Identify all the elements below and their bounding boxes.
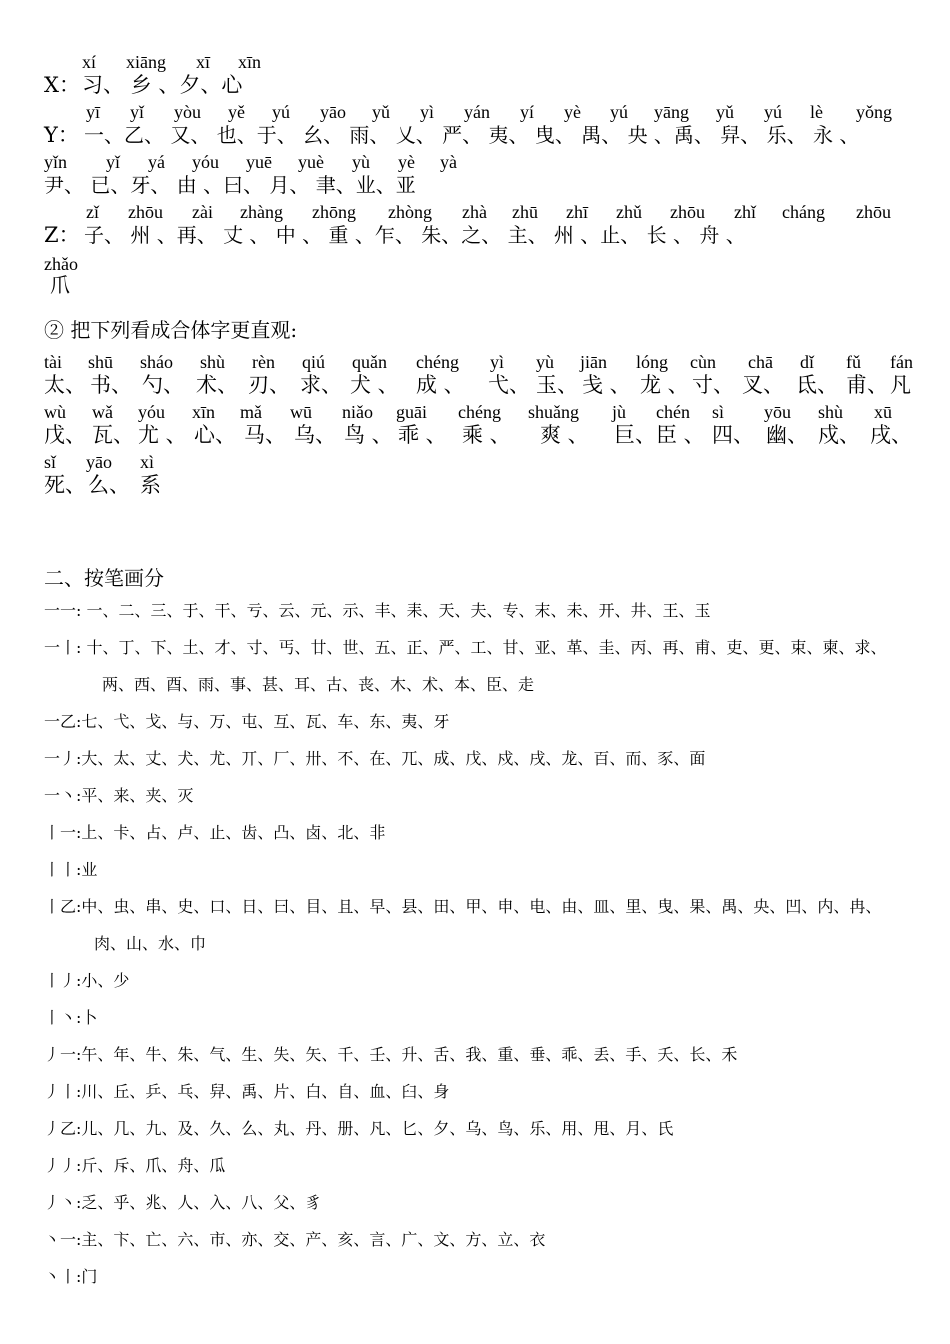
hanzi: 臣 、 [656,423,705,447]
pinyin: yì [490,352,505,372]
pinyin: yà [440,152,457,172]
pinyin: xīn [238,52,262,72]
pinyin: chéng [458,402,501,422]
stroke-label: 丿丨: [44,1082,82,1101]
pinyin: yōu [764,402,791,422]
stroke-label: 一丿: [44,749,82,768]
pinyin: zài [192,202,213,222]
pinyin: sì [712,402,725,422]
pinyin: shū [88,352,114,372]
stroke-chars: 川、丘、乒、乓、舁、禹、片、白、自、血、臼、身 [81,1082,450,1101]
hanzi: 巨、 [614,423,656,447]
pinyin: fǔ [846,352,861,372]
section3-heading: 二、按笔画分 [44,566,164,590]
hanzi: 幽、 [766,423,808,447]
stroke-row [44,897,881,917]
pinyin: lóng [636,352,669,372]
pinyin: chéng [416,352,459,372]
x-hanzi: 习、 乡 、夕、心 [82,73,243,97]
stroke-row [44,712,449,732]
hanzi: 弋、 [488,373,530,397]
hanzi: 戊、 [44,423,86,447]
pinyin: yá [148,152,165,172]
stroke-row [44,1193,321,1213]
pinyin: chā [748,352,773,372]
stroke-row [44,971,129,991]
stroke-chars: 乏、乎、兆、人、入、八、父、豸 [81,1193,322,1212]
pinyin: yù [536,352,554,372]
stroke-label: 丨丿: [44,971,82,990]
stroke-chars: 十、丁、下、土、才、寸、丐、廿、世、五、正、严、工、甘、亚、革、圭、丙、再、甫、吏、更、束、柬、求、 [81,638,887,657]
pinyin: yóu [138,402,165,422]
hanzi: 寸、 [692,373,734,397]
stroke-row [44,638,887,658]
hanzi: 犬 、 [350,373,399,397]
pinyin: yě [228,102,245,122]
y-hanzi-1: 一、乙、 又、 也、于、 幺、 雨、 乂、 严、 夷、 曳、 禺、 央 、禹、 舁、 乐、 永 、 [84,123,860,147]
pinyin: zǐ [86,202,99,222]
pinyin: xì [140,452,155,472]
stroke-chars: 门 [81,1267,98,1286]
hanzi: 叉、 [742,373,784,397]
hanzi: 乖 、 [398,423,447,447]
pinyin: zhà [462,202,487,222]
pinyin: yú [764,102,782,122]
pinyin: xī [196,52,211,72]
z-hanzi-1: 子、 州 、再、 丈 、 中 、 重 、乍、 朱、之、 主、 州 、止、 长 、 舟 、 [84,223,746,247]
pinyin: cùn [690,352,716,372]
pinyin: yù [352,152,370,172]
pinyin: zhī [566,202,588,222]
stroke-label: 丿乙: [44,1119,82,1138]
stroke-row [44,749,705,769]
stroke-row [44,1008,97,1028]
pinyin: xīn [192,402,216,422]
hanzi: 戋 、 [582,373,631,397]
pinyin: chén [656,402,690,422]
stroke-chars: 主、卞、亡、六、市、亦、交、产、亥、言、广、文、方、立、衣 [81,1230,546,1249]
pinyin: jù [612,402,627,422]
stroke-label: 一丶: [44,786,82,805]
pinyin: yāo [86,452,112,472]
pinyin: zhōu [128,202,163,222]
pinyin: shuǎng [528,402,579,422]
y-label: Y： [44,123,79,147]
pinyin: yuè [298,152,324,172]
pinyin: xí [82,52,97,72]
y-hanzi-2: 尹、 已、牙、 由 、曰、 月、 聿、业、亚 [44,173,416,197]
stroke-row [44,1230,545,1250]
hanzi: 凡 [890,373,911,397]
stroke-chars: 平、来、夹、灭 [81,786,194,805]
pinyin: fán [890,352,913,372]
stroke-label: 丿一: [44,1045,82,1064]
pinyin: dǐ [800,352,815,372]
pinyin: yóu [192,152,219,172]
stroke-row [44,1267,97,1287]
stroke-row [44,1156,225,1176]
stroke-label: 丶丨: [44,1267,82,1286]
pinyin: zhǎo [44,254,78,274]
hanzi: 乌、 [294,423,336,447]
pinyin: yè [398,152,415,172]
pinyin: yòu [174,102,201,122]
stroke-label: 一乙: [44,712,82,731]
pinyin: cháng [782,202,825,222]
stroke-label: 丨一: [44,823,82,842]
pinyin: yǐn [44,152,68,172]
z-label: Z： [44,223,80,247]
stroke-label: 丿丿: [44,1156,82,1175]
pinyin: zhōu [670,202,705,222]
pinyin: yāo [320,102,346,122]
hanzi: 刃、 [248,373,290,397]
hanzi: 尤 、 [138,423,187,447]
hanzi: 爽 、 [540,423,589,447]
hanzi: 马、 [244,423,286,447]
stroke-chars: 上、卡、占、卢、止、齿、凸、卤、北、非 [81,823,386,842]
pinyin: xiāng [126,52,166,72]
hanzi: 玉、 [536,373,578,397]
pinyin: yì [420,102,435,122]
pinyin: yú [272,102,290,122]
hanzi: 么、 [88,473,130,497]
stroke-label: 丨丶: [44,1008,82,1027]
stroke-row [44,1119,673,1139]
x-label: X： [44,73,80,97]
hanzi: 成 、 [416,373,465,397]
pinyin: sǐ [44,452,57,472]
pinyin: rèn [252,352,275,372]
hanzi: 乘 、 [462,423,511,447]
stroke-row [44,786,193,806]
pinyin: yuē [246,152,272,172]
stroke-row [44,1045,737,1065]
pinyin: yán [464,102,490,122]
pinyin: shù [818,402,844,422]
pinyin: wū [290,402,312,422]
pinyin: yǐ [106,152,121,172]
pinyin: sháo [140,352,173,372]
hanzi: 勺、 [142,373,184,397]
pinyin: niǎo [342,402,373,422]
stroke-chars: 午、年、牛、朱、气、生、失、矢、千、壬、升、舌、我、重、垂、乖、丢、手、夭、长、禾 [81,1045,738,1064]
hanzi: 鸟 、 [344,423,393,447]
hanzi: 氐、 [796,373,838,397]
hanzi: 太、 [44,373,86,397]
z-hanzi-2: 爪 [50,273,70,297]
hanzi: 求、 [300,373,342,397]
pinyin: yī [86,102,101,122]
stroke-chars-continued: 肉、山、水、巾 [94,934,207,953]
pinyin: jiān [580,352,607,372]
pinyin: zhǔ [616,202,642,222]
section2-heading: ② 把下列看成合体字更直观: [44,318,298,342]
hanzi: 戌、 [870,423,912,447]
hanzi: 心、 [194,423,236,447]
pinyin: lè [810,102,823,122]
stroke-chars: 卜 [81,1008,98,1027]
stroke-chars: 小、少 [81,971,130,990]
hanzi: 系 [140,473,161,497]
pinyin: zhòng [388,202,432,222]
hanzi: 龙 、 [640,373,689,397]
stroke-label: 丶一: [44,1230,82,1249]
pinyin: zhàng [240,202,283,222]
stroke-row [44,1082,449,1102]
pinyin: yǔ [372,102,390,122]
pinyin: shù [200,352,226,372]
pinyin: yǐ [130,102,145,122]
pinyin: yí [520,102,535,122]
pinyin: tài [44,352,62,372]
hanzi: 戍、 [818,423,860,447]
stroke-label: 丨丨: [44,860,82,879]
stroke-label: 一一: [44,601,82,620]
stroke-chars: 中、虫、串、史、口、日、曰、目、且、早、县、田、甲、申、电、由、皿、里、曳、果、禺、央、凹、内、冉、 [81,897,882,916]
pinyin: xū [874,402,892,422]
pinyin: zhū [512,202,538,222]
pinyin: yāng [654,102,689,122]
stroke-row [44,860,97,880]
hanzi: 术、 [196,373,238,397]
pinyin: yǔ [716,102,734,122]
pinyin: wǎ [92,402,113,422]
pinyin: qiú [302,352,326,372]
pinyin: yú [610,102,628,122]
stroke-row [44,601,711,621]
hanzi: 书、 [90,373,132,397]
stroke-label: 丨乙: [44,897,82,916]
stroke-label: 丿丶: [44,1193,82,1212]
hanzi: 瓦、 [92,423,134,447]
stroke-chars: 大、太、丈、犬、尤、丌、厂、卅、不、在、兀、成、戊、戍、戌、龙、百、而、豕、面 [81,749,706,768]
stroke-chars-continued: 两、西、酉、雨、事、甚、耳、古、丧、木、术、本、臣、走 [102,675,535,694]
pinyin: yè [564,102,581,122]
stroke-label: 一丨: [44,638,82,657]
pinyin: zhōu [856,202,891,222]
stroke-chars: 斤、斥、爪、舟、瓜 [81,1156,226,1175]
pinyin: wù [44,402,66,422]
stroke-chars: 一、二、三、于、干、亏、云、元、示、丰、耒、天、夫、专、末、未、开、井、王、玉 [81,601,711,620]
stroke-chars: 七、弋、戈、与、万、屯、互、瓦、车、东、夷、牙 [81,712,450,731]
stroke-chars: 业 [81,860,98,879]
pinyin: quǎn [352,352,387,372]
hanzi: 甫、 [846,373,888,397]
stroke-chars: 儿、几、九、及、久、么、丸、丹、册、凡、匕、夕、乌、鸟、乐、用、甩、月、氏 [81,1119,674,1138]
pinyin: zhǐ [734,202,756,222]
hanzi: 四、 [712,423,754,447]
hanzi: 死、 [44,473,86,497]
pinyin: guāi [396,402,427,422]
pinyin: mǎ [240,402,262,422]
stroke-row [44,823,385,843]
pinyin: yǒng [856,102,892,122]
pinyin: zhōng [312,202,356,222]
